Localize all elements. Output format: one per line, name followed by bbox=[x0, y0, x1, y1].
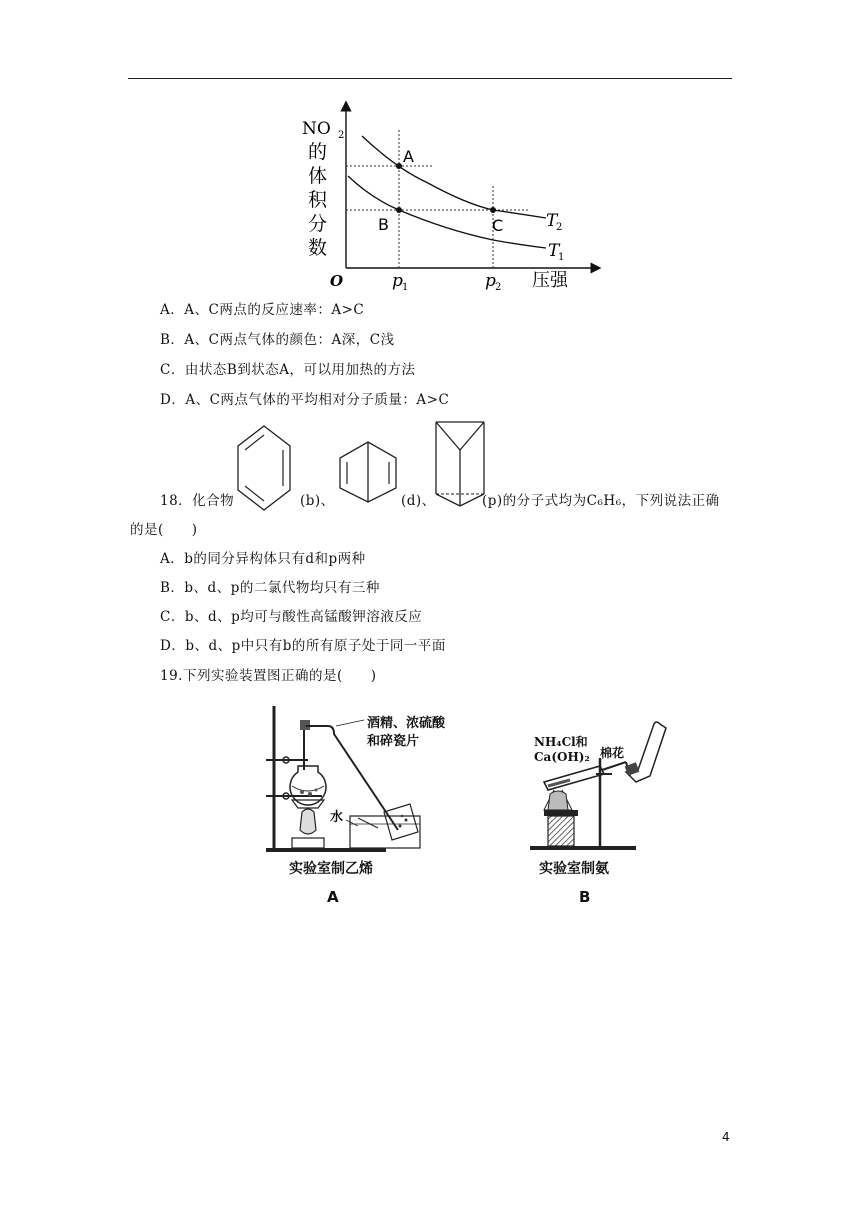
q19-stem: 19.下列实验装置图正确的是( ) bbox=[160, 668, 377, 684]
apparatus-b-reagent-label-2: Ca(OH)₂ bbox=[534, 750, 590, 764]
apparatus-b-letter: B bbox=[579, 888, 591, 906]
T1-label: T bbox=[548, 241, 560, 261]
q17-option-b: B．A、C两点气体的颜色：A深，C浅 bbox=[160, 332, 395, 348]
benzene-structure-b bbox=[232, 420, 296, 516]
T1-sub: 1 bbox=[558, 252, 565, 263]
apparatus-a-reagent-label-1: 酒精、浓硫酸 bbox=[367, 716, 446, 731]
p1-label: p bbox=[392, 271, 403, 291]
q18-option-a: A．b的同分异构体只有d和p两种 bbox=[160, 551, 366, 567]
point-B-dot bbox=[396, 207, 402, 213]
q18-b-label: (b)、 bbox=[300, 493, 335, 509]
origin-label: O bbox=[330, 272, 344, 290]
q17-option-a: A．A、C两点的反应速率：A>C bbox=[160, 302, 365, 318]
y-axis-label-top: NO bbox=[302, 119, 331, 139]
prismane-structure-p bbox=[432, 416, 488, 512]
dewar-benzene-structure-d bbox=[336, 438, 400, 506]
curve-T1 bbox=[348, 176, 546, 248]
y-axis-char-3: 积 bbox=[308, 189, 328, 211]
point-A-label: A bbox=[403, 147, 414, 166]
T2-sub: 2 bbox=[556, 222, 563, 233]
point-C-dot bbox=[490, 207, 496, 213]
point-C-label: C bbox=[492, 216, 504, 235]
no2-volume-fraction-graph bbox=[296, 100, 606, 296]
point-A-dot bbox=[396, 163, 402, 169]
q17-option-c: C．由状态B到状态A，可以用加热的方法 bbox=[160, 362, 416, 378]
y-axis-label-sub: 2 bbox=[338, 130, 345, 141]
q17-option-d: D．A、C两点气体的平均相对分子质量：A>C bbox=[160, 392, 450, 408]
apparatus-a-letter: A bbox=[327, 888, 339, 906]
apparatus-a-water-label: 水 bbox=[330, 810, 344, 825]
q18-option-d: D．b、d、p中只有b的所有原子处于同一平面 bbox=[160, 638, 446, 654]
x-axis-label: 压强 bbox=[532, 270, 568, 291]
apparatus-a-caption: 实验室制乙烯 bbox=[289, 861, 373, 877]
T2-label: T bbox=[546, 211, 558, 231]
q18-d-label: (d)、 bbox=[401, 493, 436, 509]
p2-sub: 2 bbox=[495, 282, 502, 293]
page-number: 4 bbox=[722, 1130, 730, 1144]
y-axis-char-2: 体 bbox=[308, 165, 328, 187]
apparatus-b-cotton-label: 棉花 bbox=[600, 746, 625, 760]
y-axis-char-5: 数 bbox=[308, 237, 328, 259]
y-axis-char-1: 的 bbox=[308, 141, 328, 163]
q18-line2: 的是( ) bbox=[130, 522, 198, 538]
apparatus-b-caption: 实验室制氨 bbox=[539, 861, 609, 877]
p2-label: p bbox=[485, 271, 496, 291]
apparatus-b-reagent-label-1: NH₄Cl和 bbox=[534, 735, 588, 749]
y-axis-char-4: 分 bbox=[308, 213, 328, 235]
header-rule bbox=[128, 78, 732, 79]
q18-prefix: 18．化合物 bbox=[160, 493, 235, 509]
apparatus-a-reagent-label-2: 和碎瓷片 bbox=[367, 734, 420, 749]
p1-sub: 1 bbox=[402, 282, 409, 293]
q18-option-c: C．b、d、p均可与酸性高锰酸钾溶液反应 bbox=[160, 609, 423, 625]
q18-p-label: (p)的分子式均为C₆H₆，下列说法正确 bbox=[482, 493, 720, 509]
point-B-label: B bbox=[378, 215, 389, 234]
q18-option-b: B．b、d、p的二氯代物均只有三种 bbox=[160, 580, 380, 596]
